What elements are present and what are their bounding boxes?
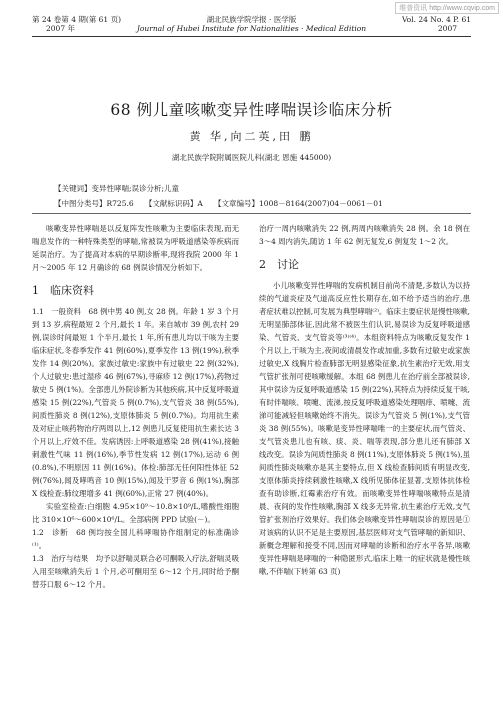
left-column — [32, 222, 239, 591]
header-right — [402, 15, 471, 33]
watermark: 维普资讯 http://www.cqvip.com — [395, 2, 499, 14]
journal-name-en: Journal of Hubei Institute for Nationalities · Medical Edition — [136, 24, 367, 33]
lab-results-paragraph: 实验室检查:白细胞 4.95×10⁹～10.8×10⁹/L,嗜酸性细胞比 310×10⁶～600×10⁶/L。全部病例 PPD 试验(－)。 — [32, 502, 239, 524]
journal-name-cn: 湖北民族学院学报 · 医学版 — [206, 15, 297, 24]
treatment-results-paragraph: 治疗一周内咳嗽消失 22 例,两周内咳嗽消失 28 例。余 18 例在 3～4 周内消失,随访 1 年 62 例无复发,6 例复发 1～2 次。 — [259, 224, 470, 246]
section-2-heading: 2 讨论 — [259, 258, 299, 271]
header-year-right: 2007 — [437, 24, 457, 33]
article-title: 68 例儿童咳嗽变异性哮喘误诊临床分析 — [110, 101, 393, 119]
right-column — [259, 222, 470, 578]
running-header — [32, 15, 471, 35]
section-1-3-treatment: 1.3 治疗与结果 均予以舒喘灵联合必可酮吸入疗法,舒喘灵吸入用至咳嗽消失后 1 个月,必可酮用至 6～12 个月,同时给予酮替芬口服 6～12 个月。 — [32, 554, 239, 589]
section-1-1-general-data: 1.1 一般资料 68 例中男 40 例,女 28 例。年龄 1 岁 3 个月到 13 岁,病程最短 2 个月,最长 1 年。来自城市 39 例,农村 29 例,误诊时间最短 1 个半月,最长 1 年,所有患儿均以干咳为主要临床症状,冬春季发作 41 例(60%),夏季发作 13 例(19%),秋季发作 14 例(20%)。家族过敏史:家族中有过敏史 22 例(32%),个人过敏史:患过湿疹 46 例(67%),寻麻疹 12 例(17%),药物过敏史 5 例(1%)。全部患儿外院诊断为其他疾病,其中反复呼吸道感染 15 例(22%),气管炎 5 例(0.7%),支气管炎 38 例(55%),间质性肺炎 8 例(12%),支原体肺炎 5 例(0.7%)。均用抗生素及对症止咳药物治疗两周以上,12 例患儿反复使用抗生素长达 3 个月以上,疗效不佳。发病诱因:上呼吸道感染 28 例(41%),接触刺激性气味 11 例(16%),季节性发病 12 例(17%),运动 6 例(0.8%),不明原因 11 例(16%)。体检:肺部无任何阳性体征 52 例(76%),闻及哮鸣音 10 例(15%),闻及干罗音 6 例(1%),胸部 X 线检查:肺纹理增多 41 例(60%),正常 27 例(40%)。 — [32, 307, 239, 498]
article-authors: 黄 华,向二英,田 鹏 — [189, 130, 314, 143]
keywords: 【关键词】变异性哮喘;误诊分析;儿童 — [54, 184, 180, 193]
classification-ids: 【中图分类号】R725.6 【文献标识码】A 【文章编号】1008－8164(2007)04－0061－01 — [54, 199, 383, 208]
section-1-2-diagnosis: 1.2 诊断 68 例均按全国儿科哮喘协作组制定的标准确诊⁽¹⁾。 — [32, 528, 239, 550]
header-year-left: 2007 年 — [46, 24, 75, 33]
article-affiliation: 湖北民族学院附属医院儿科(湖北 恩施 445000) — [171, 153, 332, 162]
header-vol-page: Vol. 24 No. 4 P. 61 — [401, 15, 471, 24]
header-volume: 第 24 卷第 4 期(第 61 页) — [32, 15, 122, 24]
abstract-rule — [32, 213, 471, 214]
section-1-heading: 1 临床资料 — [32, 284, 94, 297]
header-rule — [32, 36, 471, 37]
intro-paragraph: 咳嗽变异性哮喘是以反复阵发性咳嗽为主要临床表现,而无喘息发作的一种特殊类型的哮喘,常被误为呼吸道感染等疾病而延误治疗。为了提高对本病的早期诊断率,现将我院 2000 年 1 月～2005 年 12 月确诊的 68 例误诊情况分析如下。 — [32, 224, 239, 272]
discussion-paragraph: 小儿咳嗽变异性哮喘的发病机制目前尚不清楚,多数认为以持续的气道炎症及气道高反应性长期存在,如不给予适当的治疗,患者症状难以控制,可发展为典型哮喘⁽²⁾。临床主要症状是慢性咳嗽,无明显肺部体征,因此常不被医生们认识,易误诊为反复呼吸道感染、气管炎、支气管炎等⁽³⁾⁽⁴⁾。本组资料特点为咳嗽反复发作 1 个月以上,干咳为主,夜间或清晨发作或加重,多数有过敏史或家族过敏史,X 线胸片检查肺部无明显感染征象,抗生素治疗无效,用支气管扩张剂可使咳嗽缓解。本组 68 例患儿在治疗前全部被误诊,其中误诊为反复呼吸道感染 15 例(22%),其特点为持续反复干咳,有时伴喘咳、喷嚏、流涕,按反复呼吸道感染处理咽痒、喷嚏、流涕可能减轻但咳嗽始终不消失。误诊为气管炎 5 例(1%),支气管炎 38 例(55%)。咳嗽是变异性哮喘唯一的主要症状,而气管炎、支气管炎患儿也有咳、痰、炎、喘等表现,部分患儿还有肺部 X 线改变。误诊为间质性肺炎 8 例(11%),支原体肺炎 5 例(1%),虽间质性肺炎咳嗽亦是其主要特点,但 X 线检查肺间质有明显改变,支原体肺炎持续刺激性咳嗽,X 线所见肺体征显著,支原体抗体检查有助诊断,红霉素治疗有效。而咳嗽变异性哮喘咳嗽特点是清晨、夜间的发作性咳嗽,胸部 X 线多无异常,抗生素治疗无效,支气管扩张剂治疗效果好。我们体会咳嗽变异性哮喘误诊的原因是①对该病的认识不足是主要原因,基层医师对支气管哮喘的新知识、新概念理解和接受不同,因而对哮喘的诊断和治疗水平各异,咳嗽变异性哮喘是哮喘的一种隐匿形式,临床上唯一的症状就是慢性咳嗽,不伴喘(下转第 63 页) — [259, 281, 470, 576]
